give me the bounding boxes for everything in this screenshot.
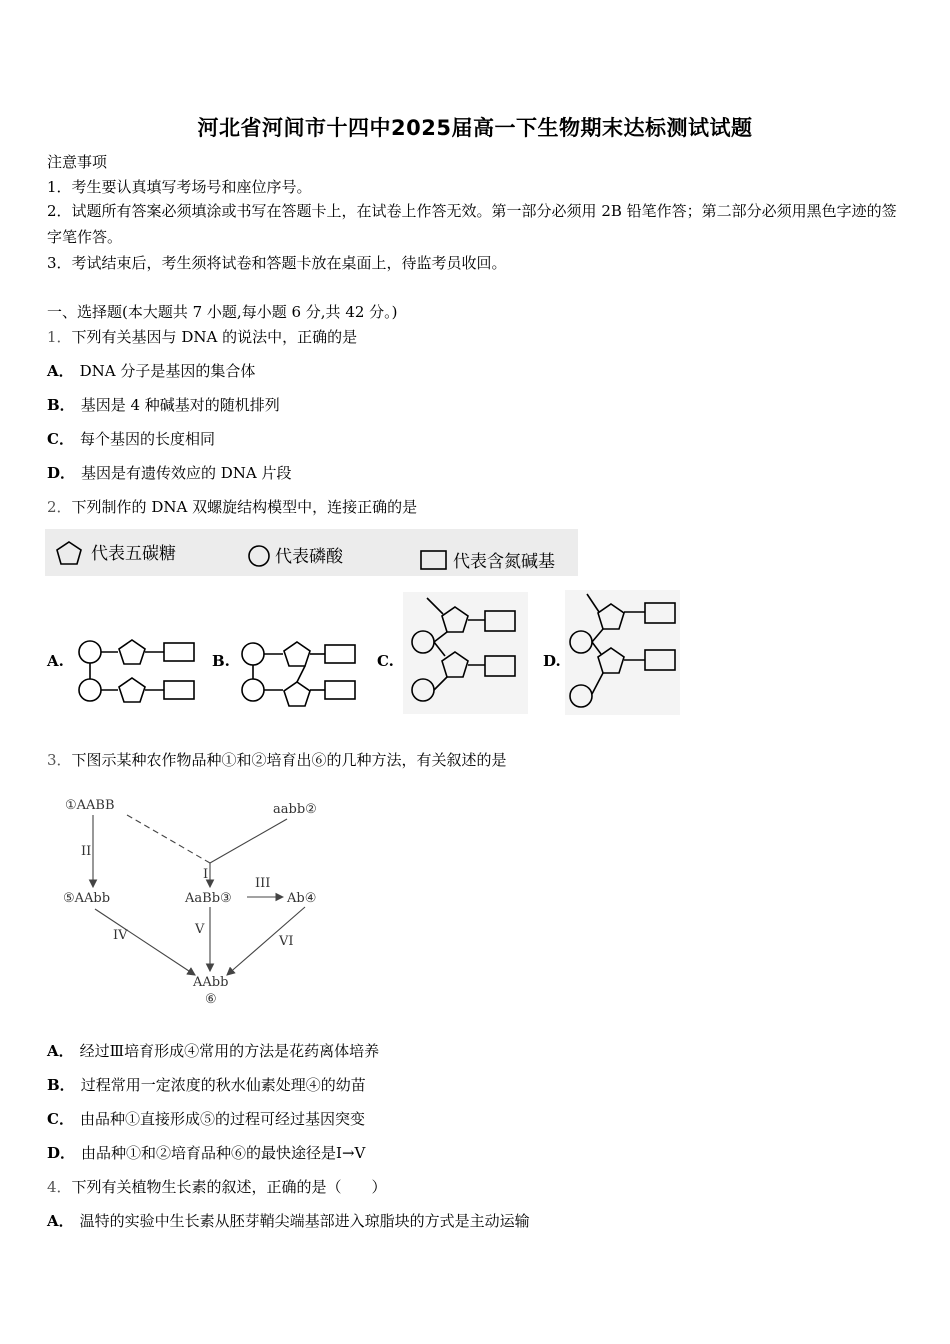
question-number: 2．	[47, 498, 72, 516]
question-2	[47, 497, 417, 517]
option-label: D．	[47, 464, 76, 482]
legend-graphic	[45, 529, 578, 576]
option-text: 过程常用一定浓度的秋水仙素处理④的幼苗	[80, 1076, 366, 1094]
q2-model-c[interactable]	[403, 592, 528, 714]
option-label: B．	[47, 396, 75, 414]
question-number: 4．	[47, 1178, 72, 1196]
notice-heading: 注意事项	[47, 153, 108, 171]
legend-phosphate: 代表磷酸	[275, 547, 343, 567]
option-label: A．	[47, 1042, 74, 1060]
option-text: 每个基因的长度相同	[79, 430, 215, 448]
section-heading: 一、选择题(本大题共 7 小题,每小题 6 分,共 42 分。)	[47, 303, 398, 321]
legend-sugar: 代表五碳糖	[91, 544, 176, 564]
legend	[45, 529, 578, 576]
q3-option-b[interactable]	[47, 1075, 366, 1095]
option-label: A．	[47, 362, 74, 380]
pentagon-icon	[57, 542, 81, 564]
q3-option-d[interactable]	[47, 1143, 365, 1163]
option-label: C．	[47, 1110, 74, 1128]
node-6-circle: ⑥	[205, 992, 217, 1007]
square-icon	[421, 551, 446, 569]
option-text: 经过Ⅲ培育形成④常用的方法是花药离体培养	[79, 1042, 380, 1060]
q1-option-b[interactable]	[47, 395, 280, 415]
line-2-to-3	[210, 819, 287, 863]
node-1: ①AABB	[65, 798, 115, 813]
option-text: 由品种①直接形成⑤的过程可经过基因突变	[79, 1110, 365, 1128]
node-4: Ab④	[287, 891, 317, 906]
line-1-to-3	[127, 815, 210, 863]
q2-option-a-label[interactable]: A.	[47, 652, 64, 670]
option-label: A．	[47, 1212, 74, 1230]
q2-model-b[interactable]	[235, 630, 365, 715]
option-label: B．	[47, 1076, 75, 1094]
q1-option-c[interactable]	[47, 429, 215, 449]
question-number: 1．	[47, 328, 72, 346]
q2-option-c-label[interactable]: C.	[377, 652, 394, 670]
option-text: DNA 分子是基因的集合体	[79, 362, 256, 380]
q1-option-d[interactable]	[47, 463, 292, 483]
circle-icon	[249, 546, 269, 566]
step-IV: IV	[113, 928, 128, 943]
question-3	[47, 750, 507, 770]
q2-model-a[interactable]	[70, 630, 200, 710]
question-1	[47, 327, 357, 347]
question-number: 3．	[47, 751, 72, 769]
option-label: D．	[47, 1144, 76, 1162]
question-stem: 下图示某种农作物品种①和②培育出⑥的几种方法，有关叙述的是	[71, 751, 507, 769]
step-II: II	[81, 844, 92, 859]
node-3: AaBb③	[185, 891, 232, 906]
q2-option-d-label[interactable]: D.	[543, 652, 561, 670]
page-title: 河北省河间市十四中2025届高一下生物期末达标测试试题	[197, 116, 753, 140]
step-I: I	[203, 867, 209, 882]
legend-base: 代表含氮碱基	[453, 552, 555, 572]
question-stem: 下列有关植物生长素的叙述，正确的是（ ）	[71, 1178, 387, 1196]
step-V: V	[195, 922, 205, 937]
option-text: 基因是 4 种碱基对的随机排列	[80, 396, 280, 414]
notice-item-3: 3．考试结束后，考生须将试卷和答题卡放在桌面上，待监考员收回。	[47, 254, 507, 272]
q2-option-b-label[interactable]: B.	[212, 652, 230, 670]
option-label: C．	[47, 430, 74, 448]
step-VI: VI	[279, 934, 294, 949]
node-6: AAbb	[193, 975, 229, 990]
q3-option-a[interactable]	[47, 1041, 379, 1061]
option-text: 温特的实验中生长素从胚芽鞘尖端基部进入琼脂块的方式是主动运输	[79, 1212, 530, 1230]
q3-option-c[interactable]	[47, 1109, 365, 1129]
node-2: aabb②	[273, 802, 317, 817]
breeding-diagram	[55, 785, 345, 1010]
node-5: ⑤AAbb	[63, 891, 111, 906]
question-stem: 下列制作的 DNA 双螺旋结构模型中，连接正确的是	[71, 498, 418, 516]
step-III: III	[255, 876, 271, 891]
q4-option-a[interactable]	[47, 1211, 530, 1231]
question-stem: 下列有关基因与 DNA 的说法中，正确的是	[71, 328, 358, 346]
notice-item-2: 2．试题所有答案必须填涂或书写在答题卡上，在试卷上作答无效。第一部分必须用 2B 铅笔作答；第二部分必须用黑色字迹的签字笔作答。	[47, 202, 897, 246]
option-text: 由品种①和②培育品种⑥的最快途径是Ⅰ→Ⅴ	[81, 1144, 366, 1162]
notice-item-1: 1．考生要认真填写考场号和座位序号。	[47, 178, 312, 196]
question-4	[47, 1177, 387, 1197]
q2-model-d[interactable]	[565, 590, 680, 715]
option-text: 基因是有遗传效应的 DNA 片段	[81, 464, 292, 482]
q1-option-a[interactable]	[47, 361, 255, 381]
arrow-IV	[95, 909, 195, 975]
